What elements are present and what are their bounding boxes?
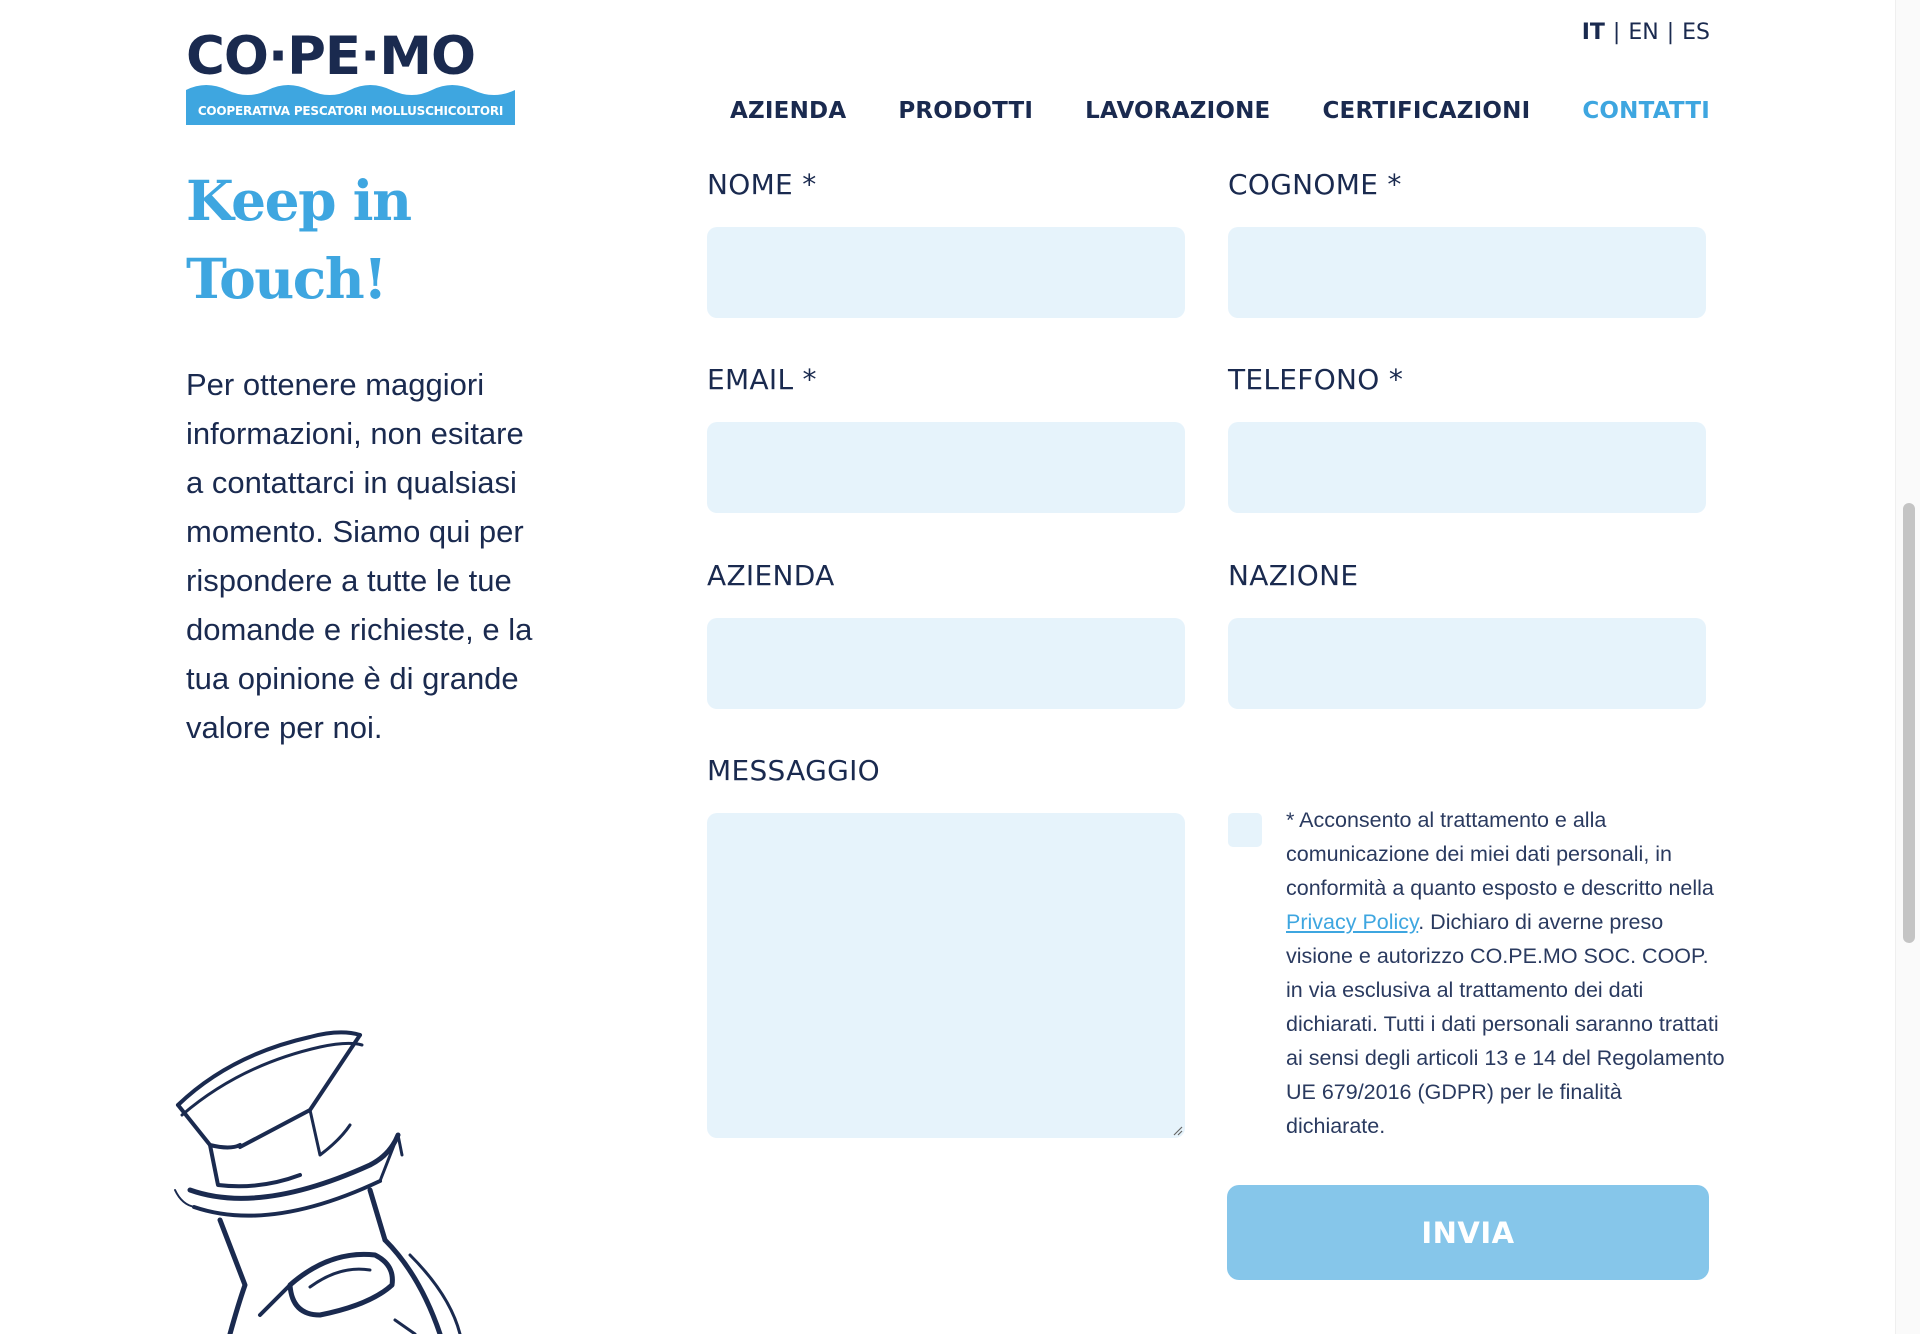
email-input[interactable] — [707, 422, 1185, 513]
page-title: Keep in Touch! — [186, 168, 411, 311]
nome-input[interactable] — [707, 227, 1185, 318]
lang-it[interactable]: IT — [1581, 20, 1605, 45]
azienda-label: AZIENDA — [707, 559, 835, 592]
lang-separator: | — [1666, 20, 1675, 45]
nav-contatti[interactable]: CONTATTI — [1582, 98, 1710, 124]
brand-logo[interactable] — [186, 26, 515, 125]
nav-certificazioni[interactable]: CERTIFICAZIONI — [1322, 98, 1531, 124]
language-switcher — [1582, 20, 1710, 46]
telefono-input[interactable] — [1228, 422, 1706, 513]
consent-text-end: . Dichiaro di averne preso visione e autorizzo CO.PE.MO SOC. COOP. in via esclusiva al trattamento dei dati dichiarati. Tutti i dati personali saranno trattati ai sensi degli articoli 13 e 14 del Regolamento UE 679/2016 (GDPR) per le finalità dichiarate. — [1286, 910, 1725, 1138]
cognome-input[interactable] — [1228, 227, 1706, 318]
logo-wordmark: CO·PE·MO — [186, 26, 476, 87]
telefono-label: TELEFONO * — [1228, 363, 1404, 396]
main-nav — [730, 94, 1710, 128]
email-label: EMAIL * — [707, 363, 817, 396]
resize-handle-icon[interactable] — [1171, 1124, 1183, 1136]
consent-text — [1286, 803, 1726, 1143]
messaggio-textarea[interactable] — [707, 813, 1185, 1138]
messaggio-label: MESSAGGIO — [707, 754, 880, 787]
cognome-label: COGNOME * — [1228, 168, 1402, 201]
consent-text-start: * Acconsento al trattamento e alla comunicazione dei miei dati personali, in conformità a quanto esposto e descritto nella — [1286, 808, 1714, 900]
logo-subtitle: COOPERATIVA PESCATORI MOLLUSCHICOLTORI — [197, 104, 504, 118]
nav-azienda[interactable]: AZIENDA — [730, 98, 847, 124]
consent-checkbox[interactable] — [1228, 813, 1262, 847]
nazione-input[interactable] — [1228, 618, 1706, 709]
azienda-input[interactable] — [707, 618, 1185, 709]
scrollbar-thumb[interactable] — [1903, 503, 1915, 943]
lang-en[interactable]: EN — [1628, 20, 1659, 45]
nav-prodotti[interactable]: PRODOTTI — [898, 98, 1034, 124]
privacy-policy-link[interactable]: Privacy Policy — [1286, 910, 1419, 934]
bottle-illustration — [170, 1015, 570, 1334]
lang-separator: | — [1612, 20, 1621, 45]
lang-es[interactable]: ES — [1682, 20, 1710, 45]
nav-lavorazione[interactable]: LAVORAZIONE — [1085, 98, 1271, 124]
submit-button[interactable]: INVIA — [1227, 1185, 1709, 1280]
intro-text: Per ottenere maggiori informazioni, non esitare a contattarci in qualsiasi momento. Siamo qui per rispondere a tutte le tue domande e richieste, e la tua opinione è di grande valore per noi. — [186, 367, 533, 745]
nome-label: NOME * — [707, 168, 817, 201]
nazione-label: NAZIONE — [1228, 559, 1359, 592]
